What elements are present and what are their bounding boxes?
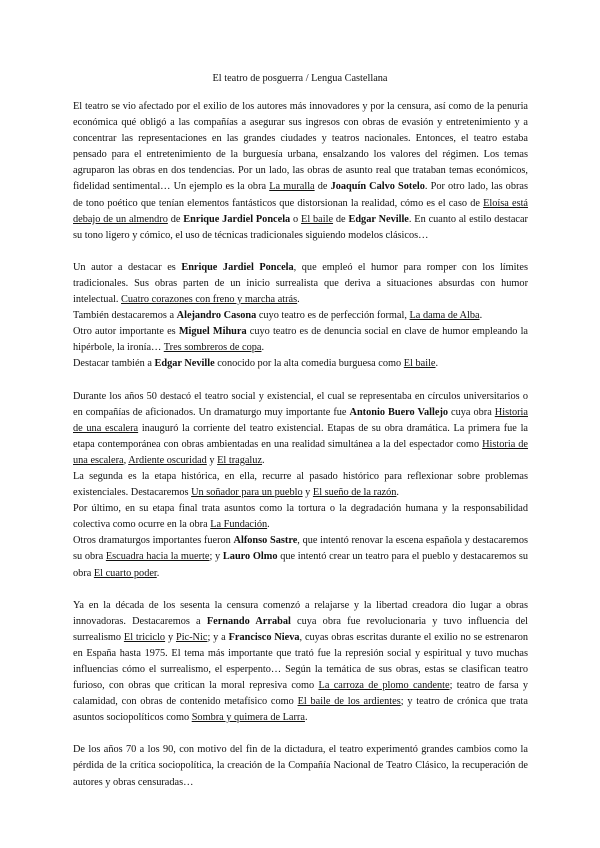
text: . <box>435 358 439 370</box>
author-name: Joaquín Calvo Sotelo <box>330 181 425 193</box>
work-title: Historia de una escalera <box>73 406 528 434</box>
work-title: El baile de los ardientes <box>297 696 401 708</box>
work-title: Un soñador para un pueblo <box>191 487 303 499</box>
work-title: Pic-Nic <box>175 631 208 643</box>
paragraph-años-60 <box>73 598 528 727</box>
text: La segunda es la etapa histórica, en ella, recurre al pasado histórico para reflexionar sobre problemas existenciales. Destacaremos <box>73 470 528 499</box>
work-title: Eloísa está debajo de un almendro <box>73 197 529 225</box>
work-title: El tragaluz <box>217 454 263 466</box>
text: , que intentó renovar la escena española y destacaremos su obra <box>73 535 528 563</box>
work-title: El sueño de la razón <box>312 487 397 499</box>
text: . <box>267 519 270 531</box>
text: cuyo teatro es de denuncia social en clave de humor empleando la hipérbole, la ironía… <box>73 326 529 354</box>
text: , que empleó el humor para romper con los límites tradicionales. Sus obras parten de un inicio surrealista que deriva a situaciones absurdas con humor intelectual. <box>73 261 528 306</box>
author-name: Fernando Arrabal <box>206 615 291 627</box>
text: Por último, en su etapa final trata asuntos como la tortura o la degradación humana y la responsabilidad colectiva como ocurre en la obra <box>73 503 528 531</box>
text: y <box>165 631 176 643</box>
work-title: Cuatro corazones con freno y marcha atrás <box>121 294 298 306</box>
paragraph-posguerra-intro <box>73 99 528 244</box>
author-name: Edgar Neville <box>348 213 409 225</box>
text: conocido por la alta comedia burguesa como <box>214 358 404 370</box>
document-title: El teatro de posguerra / Lengua Castellana <box>212 73 388 84</box>
text: . <box>156 567 160 579</box>
paragraph-line <box>73 469 528 501</box>
paragraph-authors <box>73 260 528 373</box>
text: cuyo teatro es de perfección formal, <box>256 310 410 322</box>
author-name: Miguel Mihura <box>178 326 247 338</box>
text: ; y a <box>207 631 229 643</box>
paragraph-años-50 <box>73 389 528 582</box>
work-title: La carroza de plomo candente <box>318 680 450 692</box>
text: y <box>302 487 313 499</box>
text: Un autor a destacar es <box>73 261 182 273</box>
paragraph-line <box>73 501 528 533</box>
text: cuya obra fue revolucionaria y tuvo influencia del surrealismo <box>73 615 529 643</box>
paragraph-line <box>73 324 528 356</box>
text: También destacaremos a <box>73 310 177 322</box>
text: . <box>261 342 265 354</box>
text: . Por otro lado, las obras de tono poético que tenían elementos fantásticos que distorsionan la realidad, cómo es el caso de <box>73 181 528 209</box>
text: Destacar también a <box>73 358 155 370</box>
author-name: Francisco Nieva <box>228 631 300 643</box>
paragraph-line <box>73 260 528 308</box>
text: . <box>262 454 265 466</box>
text: , cuyas obras escritas durante el exilio no se estrenaron en España hasta 1975. El tema más importante que trató fue la represión social y espiritual y tuvo muchas influencias cómo el surrealismo, el esperpento… Según la temática de sus obras, estas se clasifican teatro furioso, con obras que critican la moral represiva como <box>73 631 528 692</box>
text: de <box>333 213 349 225</box>
text: Otros dramaturgos importantes fueron <box>73 535 234 547</box>
paragraph-line <box>73 533 528 581</box>
author-name: Edgar Neville <box>154 358 215 370</box>
author-name: Alfonso Sastre <box>233 535 298 547</box>
text: Ya en la década de los sesenta la censura comenzó a relajarse y la libertad creadora dio lugar a obras innovadoras. Destacaremos a <box>73 599 528 627</box>
text: El teatro se vio afectado por el exilio de los autores más innovadores y por la censura, así como de la penuria económica qué obligó a las compañías a asegurar sus ingresos con obras de evasión y entretenimiento y a concentrar las representaciones en las grandes ciudades y teatros nacionales. Entonces, el teatro estaba pensado para el entretenimiento de la burguesía urbana, ensalzando los valores del régimen. Los temas agruparon las obras en dos tendencias. Por un lado, las obras de asunto real que trataban temas económicos, fidelidad sentimental… Un ejemplo es la obra <box>73 101 528 193</box>
author-name: Enrique Jardiel Poncela <box>181 261 294 273</box>
work-title: Sombra y quimera de Larra <box>191 712 305 724</box>
work-title: La muralla <box>269 181 315 193</box>
text: Otro autor importante es <box>73 326 179 338</box>
text: o <box>290 213 302 225</box>
text: , <box>123 454 129 466</box>
text: de <box>167 213 184 225</box>
author-name: Antonio Buero Vallejo <box>349 406 449 418</box>
work-title: El triciclo <box>123 631 166 643</box>
text: cuya obra <box>448 406 495 418</box>
work-title: La Fundación <box>210 519 268 531</box>
text: ; y <box>209 551 223 563</box>
author-name: Alejandro Casona <box>176 310 257 322</box>
work-title: El baile <box>301 213 334 225</box>
document-body <box>73 99 528 807</box>
work-title: Escuadra hacia la muerte <box>105 551 210 563</box>
paragraph-line <box>73 389 528 469</box>
text: De los años 70 a los 90, con motivo del fin de la dictadura, el teatro experimentó grandes cambios como la pérdida de la crítica sociopolítica, la creación de la Compañía Nacional de Teatro Clásico, la recuperación de autores y obras censuradas… <box>73 744 528 788</box>
paragraph-line <box>73 308 528 324</box>
text: . <box>396 487 399 499</box>
text: de <box>314 181 331 193</box>
text: ; y teatro de crónica que trata asuntos sociopolíticos como <box>73 696 528 724</box>
text: . <box>479 310 483 322</box>
text: que intentó crear un teatro para el pueblo y destacaremos su obra <box>73 551 529 579</box>
paragraph-line <box>73 356 528 372</box>
work-title: Ardiente oscuridad <box>128 454 207 466</box>
author-name: Enrique Jardiel Poncela <box>183 213 291 225</box>
work-title: Historia de una escalera <box>73 438 529 466</box>
text: . <box>297 294 300 306</box>
text: ; teatro de farsa y calamidad, con obras de contenido metafísico como <box>73 680 528 708</box>
text: y <box>206 454 218 466</box>
work-title: El baile <box>403 358 436 370</box>
text: Durante los años 50 destacó el teatro social y existencial, el cual se representaba en círculos universitarios o en compañías de aficionados. Un dramaturgo muy importante fue <box>73 390 528 418</box>
text: inauguró la corriente del teatro existencial. Etapas de su obra dramática. La primera fue la etapa contemporánea con obras ambientadas en una realidad simultánea a la del espectador como <box>73 422 528 450</box>
author-name: Lauro Olmo <box>222 551 278 563</box>
text: . <box>304 712 308 724</box>
work-title: La dama de Alba <box>409 310 480 322</box>
paragraph-años-70-90 <box>73 742 528 790</box>
work-title: Tres sombreros de copa <box>163 342 262 354</box>
text: . En cuanto al estilo destacar su tono ligero y cómico, el uso de técnicas tradicionales siguiendo modelos clásicos… <box>73 213 528 241</box>
work-title: El cuarto poder <box>93 567 157 579</box>
